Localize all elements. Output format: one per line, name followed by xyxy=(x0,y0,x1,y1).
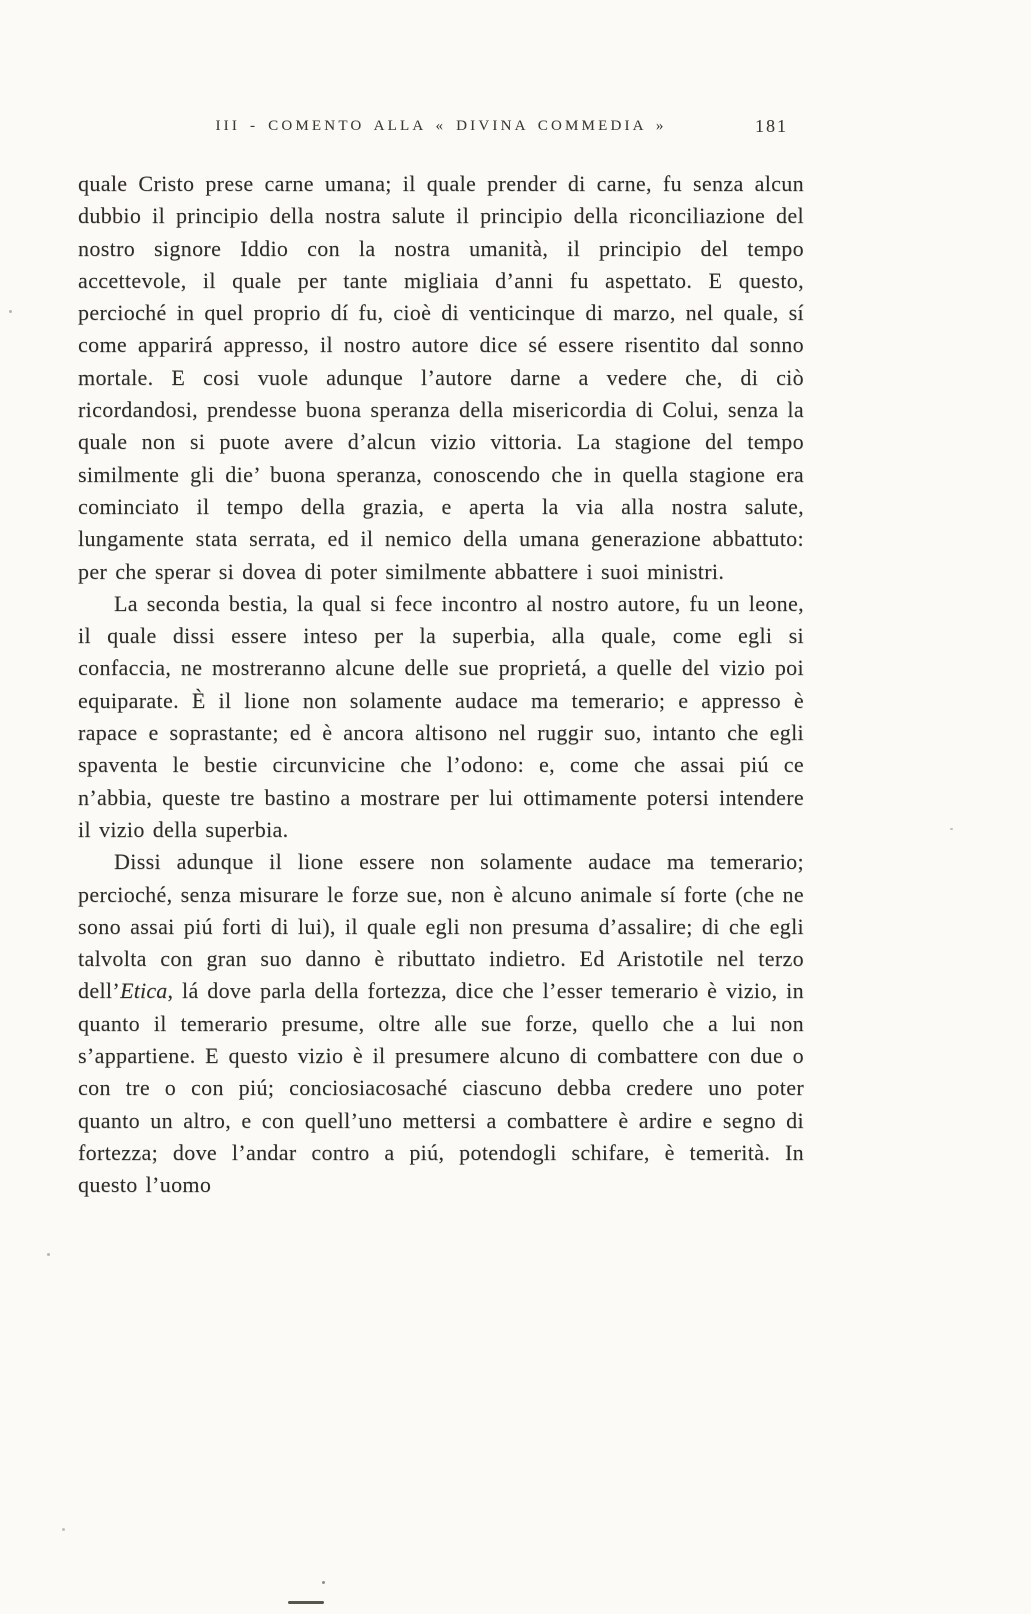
scan-artifact-line xyxy=(288,1601,324,1604)
scan-artifact-dot xyxy=(47,1253,50,1256)
scan-artifact-dot xyxy=(950,828,953,830)
body-text xyxy=(78,168,804,1202)
italic-term: Etica xyxy=(120,978,168,1004)
text-segment: La seconda bestia, la qual si fece incontro al nostro autore, fu un leone, il quale dissi essere inteso per la superbia, alla quale, come egli si confaccia, ne mostreranno alcune delle sue proprietá, a quelle del vizio poi equiparate. È il lione non solamente audace ma temerario; e appresso è rapace e soprastante; ed è ancora altisono nel ruggir suo, intanto che egli spaventa le bestie circunvicine che l’odono: e, come che assai piú ce n’abbia, queste tre bastino a mostrare per lui ottimamente potersi intendere il vizio della superbia. xyxy=(78,590,804,842)
scan-artifact-dot xyxy=(9,310,12,313)
text-segment: Dissi adunque il lione essere non solamente audace ma temerario; percioché, senza misurare le forze sue, non è alcuno animale sí forte (che ne sono assai piú forti di lui), il quale egli non presuma d’assalire; di che egli talvolta con gran suo danno è ributtato indietro. Ed Aristotile nel terzo dell’ xyxy=(78,849,804,1004)
paragraph xyxy=(78,168,804,588)
scan-artifact-dot xyxy=(322,1581,325,1584)
scan-artifact-dot xyxy=(62,1528,65,1531)
paragraph xyxy=(78,846,804,1201)
paragraph xyxy=(78,588,804,846)
text-segment: quale Cristo prese carne umana; il quale prender di carne, fu senza alcun dubbio il principio della nostra salute il principio della riconciliazione del nostro signore Iddio con la nostra umanità, il principio del tempo accettevole, il quale per tante migliaia d’anni fu aspettato. E questo, percioché in quel proprio dí fu, cioè di venticinque di marzo, nel quale, sí come apparirá appresso, il nostro autore dice sé essere risentito dal sonno mortale. E cosi vuole adunque l’autore darne a vedere che, di ciò ricordandosi, prendesse buona speranza della misericordia di Colui, senza la quale non si puote avere d’alcun vizio vittoria. La stagione del tempo similmente gli die’ buona speranza, conoscendo che in quella stagione era cominciato il tempo della grazia, e aperta la via alla nostra salute, lungamente stata serrata, ed il nemico della umana generazione abbattuto: per che sperar si dovea di poter similmente abbattere i suoi ministri. xyxy=(78,171,804,584)
running-title: III - COMENTO ALLA « DIVINA COMMEDIA » xyxy=(215,118,667,134)
running-header xyxy=(78,118,804,142)
text-segment: , lá dove parla della fortezza, dice che l’esser temerario è vizio, in quanto il temerario presume, oltre alle sue forze, quello che a lui non s’appartiene. E questo vizio è il presumere alcuno di combattere con due o con tre o con piú; conciosiacosaché ciascuno debba credere uno poter quanto un altro, e con quell’uno mettersi a combattere è ardire e segno di fortezza; dove l’andar contro a piú, potendogli schifare, è temerità. In questo l’uomo xyxy=(78,978,804,1198)
page-number: 181 xyxy=(755,116,788,136)
